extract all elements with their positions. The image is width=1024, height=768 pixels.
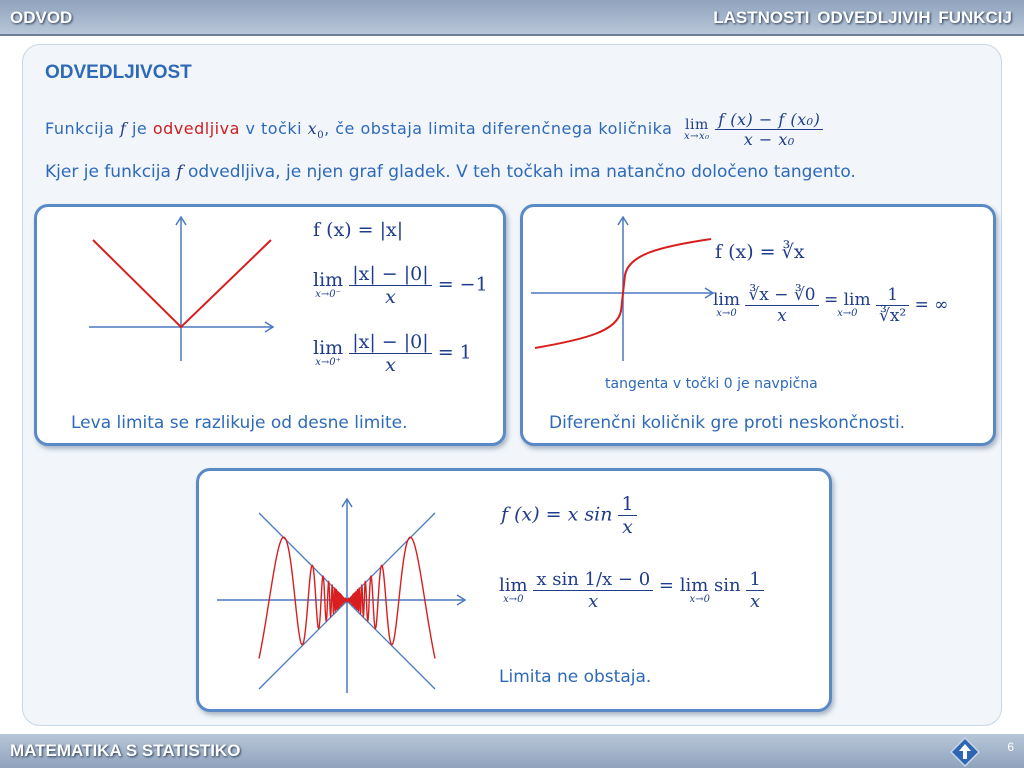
abs-graph xyxy=(83,213,283,363)
page-number: 6 xyxy=(1007,740,1014,754)
abs-function: f (x) = |x| xyxy=(313,219,404,241)
smooth-graph-note: Kjer je funkcija f odvedljiva, je njen graf gladek. V teh točkah ima natančno določeno tangento. xyxy=(45,162,856,182)
cuberoot-graph xyxy=(527,211,717,363)
difference-quotient: $\frac{\text{f (x) − f (x₀)}}{\text{x − x₀}}$ xyxy=(715,110,823,149)
cuberoot-limit: lim x→0 $\frac{∛x - ∛0}{x}$ = lim x→0 $\frac{1}{\text{∛x²}}$ = ∞ xyxy=(713,285,949,326)
highlight-odvedljiva: odvedljiva xyxy=(152,119,240,138)
xsin-function: f (x) = x sin $\frac{1}{x}$ xyxy=(501,493,637,538)
nav-up-button[interactable] xyxy=(950,737,980,767)
header-chapter: ODVOD xyxy=(10,8,73,27)
example-box-cuberoot xyxy=(520,204,996,446)
header-bar xyxy=(0,0,1024,36)
abs-left-limit: lim x→0⁻ $\frac{|x| - |0|}{x}$ = −1 xyxy=(313,263,488,308)
header-topic: LASTNOSTI ODVEDLJIVIH FUNKCIJ xyxy=(713,8,1012,27)
section-title: ODVEDLJIVOST xyxy=(45,62,192,83)
cuberoot-caption: Diferenčni količnik gre proti neskončnosti. xyxy=(549,413,906,433)
xsin-limit: lim x→0 $\frac{\text{x sin 1/x − 0}}{x}$ = lim sin x→0 $\frac{1}{x}$ xyxy=(499,569,764,612)
cuberoot-function: f (x) = ∛x xyxy=(715,241,805,263)
abs-right-limit: lim x→0⁺ $\frac{|x| - |0|}{x}$ = 1 xyxy=(313,331,472,376)
definition-text: Funkcija f je odvedljiva v točki $x_0$, če obstaja limita diferenčnega količnika lim x→x₀ $\frac{\text{f (x) − f (x₀)}}{\text{x − x₀}}$ xyxy=(45,110,823,149)
xsin-caption: Limita ne obstaja. xyxy=(499,667,652,687)
vertical-tangent-note: tangenta v točki 0 je navpična xyxy=(605,376,818,392)
definition-limit: lim x→x₀ xyxy=(684,116,710,142)
example-box-xsin xyxy=(196,468,832,712)
xsin-graph xyxy=(215,493,471,693)
abs-caption: Leva limita se razlikuje od desne limite. xyxy=(71,413,408,433)
footer-course: MATEMATIKA S STATISTIKO xyxy=(10,741,241,760)
footer-bar xyxy=(0,734,1024,768)
example-box-abs xyxy=(34,204,506,446)
